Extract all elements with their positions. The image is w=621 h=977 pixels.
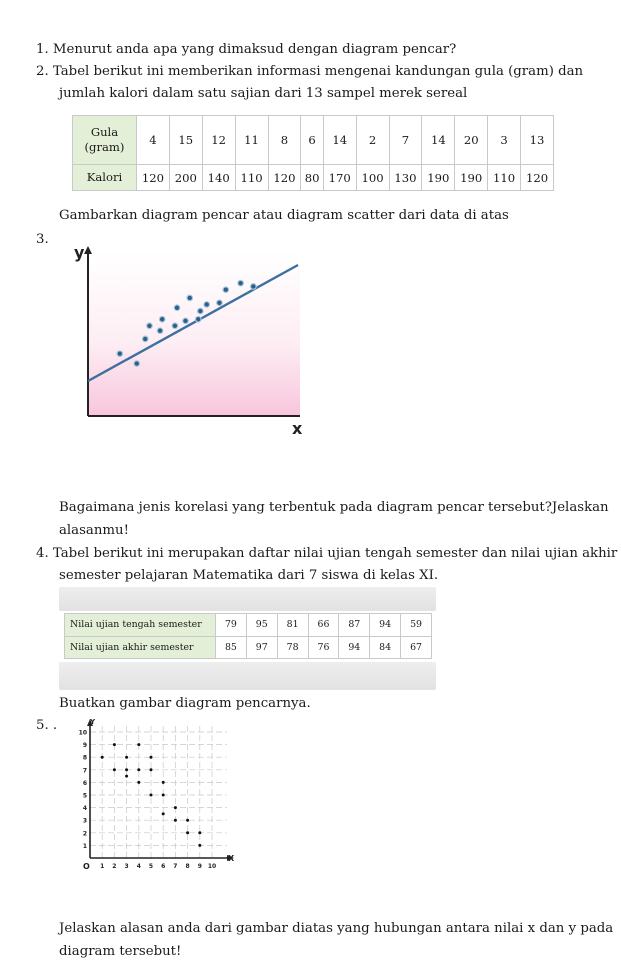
y-tick-label: 5 bbox=[82, 792, 87, 800]
table-row bbox=[73, 165, 554, 191]
table-cell: 79 bbox=[216, 614, 247, 637]
y-tick-label: 3 bbox=[82, 817, 87, 825]
x-tick-label: 1 bbox=[100, 863, 105, 870]
table-cell: 8 bbox=[268, 116, 301, 165]
y-axis-label: y bbox=[74, 243, 85, 262]
table-cell: 3 bbox=[488, 116, 521, 165]
table-row bbox=[73, 116, 554, 165]
table-cell: 20 bbox=[455, 116, 488, 165]
scatter-point bbox=[186, 831, 189, 834]
table-cell: 120 bbox=[137, 165, 170, 191]
table-cell: 59 bbox=[401, 614, 432, 637]
scatter-point bbox=[174, 819, 177, 822]
grid-lines bbox=[90, 724, 227, 858]
table-cell: 80 bbox=[301, 165, 323, 191]
x-tick-label: 3 bbox=[124, 863, 129, 870]
x-tick-label: 4 bbox=[136, 863, 141, 870]
table-cell: 14 bbox=[323, 116, 356, 165]
x-axis-label: x bbox=[292, 419, 303, 438]
scatter-point bbox=[162, 812, 165, 815]
table-cell: 4 bbox=[137, 116, 170, 165]
scatter-point bbox=[117, 351, 123, 357]
scatter-point bbox=[137, 743, 140, 746]
sugar-calorie-table bbox=[72, 115, 554, 191]
blurred-band-top bbox=[59, 587, 436, 611]
question-5-number: 5. . bbox=[36, 718, 58, 733]
table-cell: 94 bbox=[370, 614, 401, 637]
blurred-band-bottom bbox=[59, 662, 436, 690]
question-2-line-2: jumlah kalori dalam satu sajian dari 13 sampel merek sereal bbox=[59, 86, 468, 101]
scatter-point bbox=[217, 300, 223, 306]
table-cell: 95 bbox=[246, 614, 277, 637]
table-cell: 14 bbox=[422, 116, 455, 165]
table-cell: 110 bbox=[235, 165, 268, 191]
table-cell: 12 bbox=[202, 116, 235, 165]
chart-background bbox=[88, 252, 300, 416]
y-axis-arrow-icon bbox=[84, 246, 92, 254]
scatter-point bbox=[195, 316, 201, 322]
scatter-point bbox=[134, 361, 140, 367]
x-tick-label: 5 bbox=[148, 863, 154, 870]
x-axis-label: X bbox=[228, 854, 235, 863]
scatter-point bbox=[162, 781, 165, 784]
scatter-point bbox=[223, 287, 229, 293]
x-tick-label: 6 bbox=[161, 863, 166, 870]
scatter-point bbox=[251, 284, 257, 290]
scatter-point bbox=[183, 318, 189, 324]
table-cell: 6 bbox=[301, 116, 323, 165]
table-cell: 66 bbox=[308, 614, 339, 637]
scatter-point bbox=[137, 781, 140, 784]
scatter-point bbox=[157, 328, 163, 334]
scatter-point bbox=[147, 323, 153, 329]
scatter-point bbox=[174, 305, 180, 311]
scatter-chart-q3 bbox=[60, 238, 310, 438]
y-tick-label: 10 bbox=[78, 729, 87, 737]
table-cell: 97 bbox=[246, 636, 277, 659]
table-cell: 140 bbox=[202, 165, 235, 191]
scatter-point bbox=[172, 323, 178, 329]
scatter-point bbox=[198, 831, 201, 834]
scatter-points bbox=[101, 743, 202, 847]
y-axis-label: Y bbox=[90, 718, 96, 726]
scatter-point bbox=[174, 806, 177, 809]
question-4-line-1: 4. Tabel berikut ini merupakan daftar nilai ujian tengah semester dan nilai ujian akhir bbox=[36, 546, 618, 561]
table-cell: 2 bbox=[356, 116, 389, 165]
scatter-point bbox=[159, 316, 165, 322]
table-cell: 15 bbox=[169, 116, 202, 165]
scatter-point bbox=[162, 794, 165, 797]
question-4-instruction: Buatkan gambar diagram pencarnya. bbox=[59, 696, 311, 711]
scatter-point bbox=[137, 768, 140, 771]
question-2-line-1: 2. Tabel berikut ini memberikan informasi mengenai kandungan gula (gram) dan bbox=[36, 64, 584, 79]
table-cell: 67 bbox=[401, 636, 432, 659]
scatter-point bbox=[204, 302, 210, 308]
scatter-point bbox=[125, 768, 128, 771]
scatter-point bbox=[142, 336, 148, 342]
question-3-number: 3. bbox=[36, 232, 49, 247]
y-tick-label: 6 bbox=[82, 779, 87, 787]
table-cell: 190 bbox=[455, 165, 488, 191]
scatter-point bbox=[150, 756, 153, 759]
table-cell: 7 bbox=[389, 116, 422, 165]
scatter-point bbox=[198, 844, 201, 847]
scatter-point bbox=[198, 308, 204, 314]
scatter-point bbox=[113, 743, 116, 746]
table-cell: 110 bbox=[488, 165, 521, 191]
origin-label: O bbox=[83, 862, 90, 871]
scatter-point bbox=[150, 794, 153, 797]
x-tick-label: 9 bbox=[197, 863, 202, 870]
table-cell: 81 bbox=[277, 614, 308, 637]
table-cell: 100 bbox=[356, 165, 389, 191]
y-tick-label: 8 bbox=[82, 754, 87, 762]
table-row-header: Nilai ujian akhir semester bbox=[65, 636, 216, 659]
table-cell: 11 bbox=[235, 116, 268, 165]
table-cell: 87 bbox=[339, 614, 370, 637]
x-tick-label: 2 bbox=[112, 863, 117, 870]
scatter-chart-q5 bbox=[76, 716, 240, 876]
table-cell: 120 bbox=[521, 165, 554, 191]
table-cell: 78 bbox=[277, 636, 308, 659]
scatter-point bbox=[186, 819, 189, 822]
scatter-point bbox=[101, 756, 104, 759]
table-row bbox=[65, 636, 432, 659]
scatter-point bbox=[238, 280, 244, 286]
y-tick-label: 1 bbox=[82, 842, 87, 850]
x-tick-labels bbox=[100, 863, 216, 870]
question-2-instruction: Gambarkan diagram pencar atau diagram scatter dari data di atas bbox=[59, 208, 509, 223]
table-row bbox=[65, 614, 432, 637]
scatter-point bbox=[113, 768, 116, 771]
table-row-header: Nilai ujian tengah semester bbox=[65, 614, 216, 637]
table-cell: 13 bbox=[521, 116, 554, 165]
table-cell: 200 bbox=[169, 165, 202, 191]
x-tick-label: 7 bbox=[173, 863, 178, 870]
table-cell: 120 bbox=[268, 165, 301, 191]
table-cell: 76 bbox=[308, 636, 339, 659]
x-tick-label: 8 bbox=[185, 863, 190, 870]
question-5-line-1: Jelaskan alasan anda dari gambar diatas yang hubungan antara nilai x dan y pada bbox=[59, 921, 614, 936]
table-cell: 170 bbox=[323, 165, 356, 191]
question-3-line-2: alasanmu! bbox=[59, 523, 129, 538]
scatter-point bbox=[187, 295, 193, 301]
question-3-line-1: Bagaimana jenis korelasi yang terbentuk pada diagram pencar tersebut?Jelaskan bbox=[59, 500, 609, 515]
table-cell: 85 bbox=[216, 636, 247, 659]
y-tick-label: 2 bbox=[82, 830, 87, 838]
y-tick-label: 9 bbox=[82, 742, 87, 750]
table-cell: 94 bbox=[339, 636, 370, 659]
table-cell: 130 bbox=[389, 165, 422, 191]
question-4-line-2: semester pelajaran Matematika dari 7 siswa di kelas XI. bbox=[59, 568, 439, 583]
x-tick-label: 10 bbox=[207, 863, 217, 870]
scatter-point bbox=[150, 768, 153, 771]
table-row-header: Kalori bbox=[73, 165, 137, 191]
scatter-point bbox=[125, 775, 128, 778]
y-tick-label: 4 bbox=[82, 805, 87, 813]
exam-scores-table bbox=[64, 613, 432, 659]
question-5-line-2: diagram tersebut! bbox=[59, 944, 182, 959]
table-row-header: Gula (gram) bbox=[73, 116, 137, 165]
question-1: 1. Menurut anda apa yang dimaksud dengan diagram pencar? bbox=[36, 42, 457, 57]
table-cell: 84 bbox=[370, 636, 401, 659]
table-cell: 190 bbox=[422, 165, 455, 191]
y-tick-label: 7 bbox=[82, 767, 87, 775]
y-tick-labels bbox=[79, 730, 87, 850]
scatter-point bbox=[125, 756, 128, 759]
